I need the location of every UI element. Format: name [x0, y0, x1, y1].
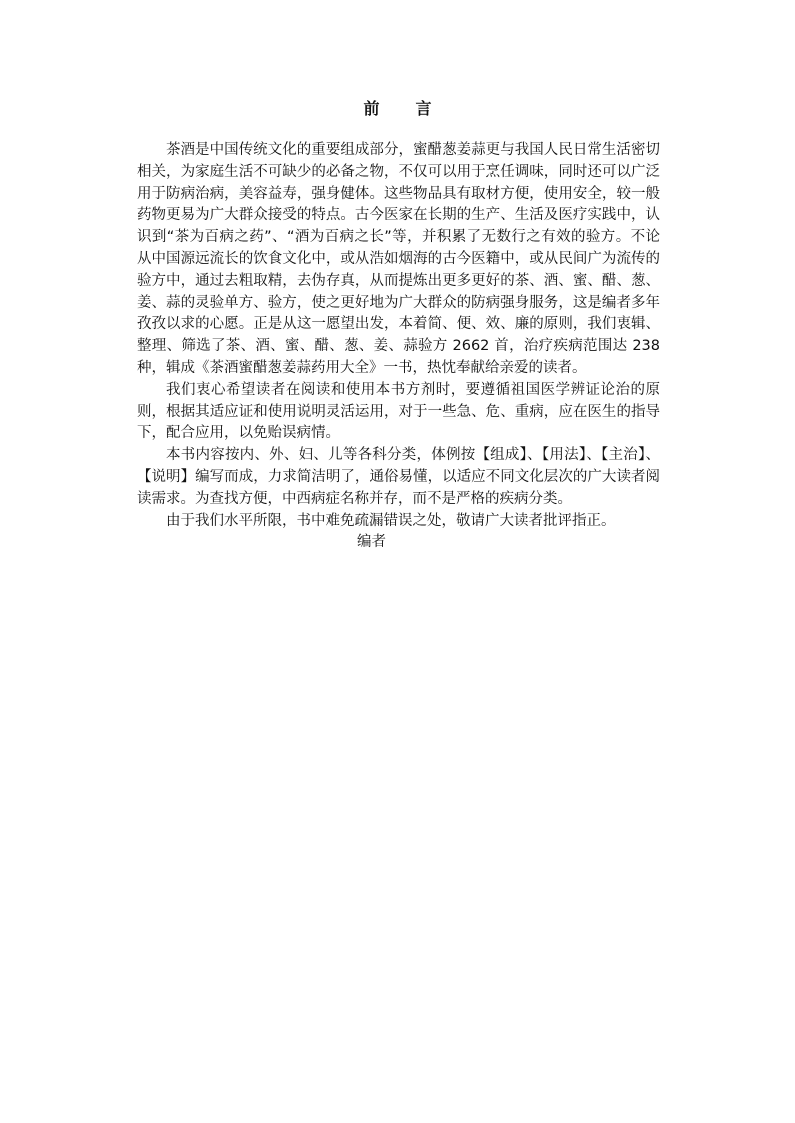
paragraph-2: 我们衷心希望读者在阅读和使用本书方剂时，要遵循祖国医学辨证论治的原则，根据其适应证和使用说明灵活运用，对于一些急、危、重病，应在医生的指导下，配合应用，以免贻误病情。	[137, 381, 660, 442]
document-body	[137, 140, 660, 554]
page-title	[0, 98, 795, 120]
paragraph-4: 由于我们水平所限，书中难免疏漏错误之处，敬请广大读者批评指正。	[166, 512, 616, 529]
page-title-char-1: 前	[363, 99, 380, 118]
signature: 编者	[357, 534, 386, 551]
page-title-char-2: 言	[415, 99, 432, 118]
paragraph-1: 茶酒是中国传统文化的重要组成部分，蜜醋葱姜蒜更与我国人民日常生活密切相关，为家庭生活不可缺少的必备之物，不仅可以用于烹任调味，同时还可以广泛用于防病治病，美容益寿，强身健体。这些物品具有取材方便，使用安全，较一般药物更易为广大群众接受的特点。古今医家在长期的生产、生活及医疗实践中，认识到“茶为百病之药”、“酒为百病之长”等，并积累了无数行之有效的验方。不论从中国源远流长的饮食文化中，或从浩如烟海的古今医籍中，或从民间广为流传的验方中，通过去粗取精，去伪存真，从而提炼出更多更好的茶、酒、蜜、醋、葱、姜、蒜的灵验单方、验方，使之更好地为广大群众的防病强身服务，这是编者多年孜孜以求的心愿。正是从这一愿望出发，本着简、便、效、廉的原则，我们衷辑、整理、筛选了茶、酒、蜜、醋、葱、姜、蒜验方 2662 首，治疗疾病范围达 238 种，辑成《茶酒蜜醋葱姜蒜药用大全》一书，热忱奉献给亲爱的读者。	[137, 142, 660, 376]
paragraph-3: 本书内容按内、外、妇、儿等各科分类，体例按【组成】、【用法】、【主治】、【说明】编写而成，力求简洁明了，通俗易懂，以适应不同文化层次的广大读者阅读需求。为查找方便，中西病症名称并存，而不是严格的疾病分类。	[137, 447, 660, 507]
